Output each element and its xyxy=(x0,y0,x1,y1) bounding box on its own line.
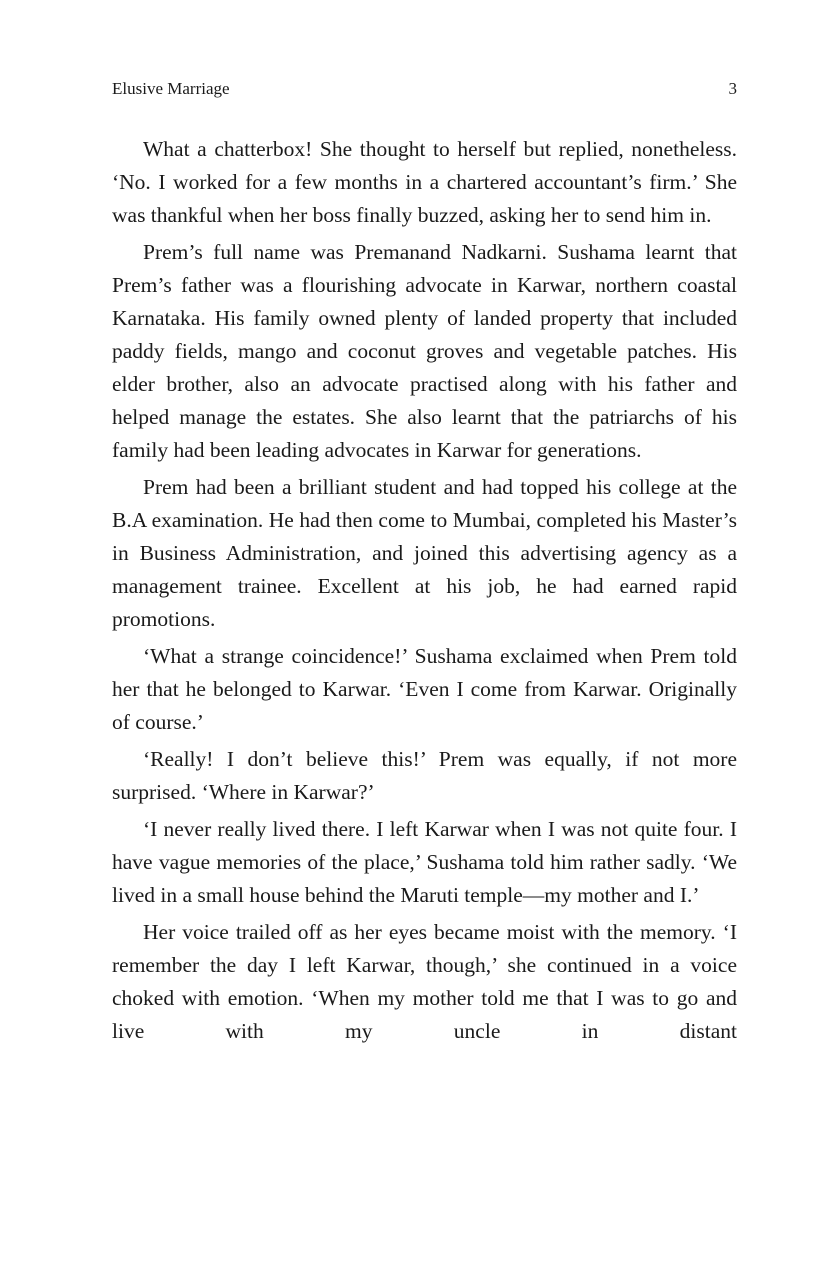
body-text xyxy=(112,133,737,1052)
paragraph: Prem had been a brilliant student and had topped his college at the B.A examination. He had then come to Mumbai, completed his Master’s in Business Administration, and joined this advertising agency as a management trainee. Excellent at his job, he had earned rapid promotions. xyxy=(112,475,737,631)
running-header xyxy=(112,77,737,101)
paragraph: ‘I never really lived there. I left Karwar when I was not quite four. I have vague memories of the place,’ Sushama told him rather sadly. ‘We lived in a small house behind the Maruti temple—my mother and I.’ xyxy=(112,817,737,907)
running-title: Elusive Marriage xyxy=(112,79,230,98)
paragraph: Prem’s full name was Premanand Nadkarni. Sushama learnt that Prem’s father was a flourishing advocate in Karwar, northern coastal Karnataka. His family owned plenty of landed property that included paddy fields, mango and coconut groves and vegetable patches. His elder brother, also an advocate practised along with his father and helped manage the estates. She also learnt that the patriarchs of his family had been leading advocates in Karwar for generations. xyxy=(112,240,737,462)
page-number: 3 xyxy=(728,79,737,98)
paragraph: What a chatterbox! She thought to herself but replied, nonetheless. ‘No. I worked for a few months in a chartered accountant’s firm.’ She was thankful when her boss finally buzzed, asking her to send him in. xyxy=(112,137,737,227)
paragraph: Her voice trailed off as her eyes became moist with the memory. ‘I remember the day I left Karwar, though,’ she continued in a voice choked with emotion. ‘When my mother told me that I was to go and live with my uncle in distant xyxy=(112,920,737,1043)
paragraph: ‘What a strange coincidence!’ Sushama exclaimed when Prem told her that he belonged to Karwar. ‘Even I come from Karwar. Originally of course.’ xyxy=(112,644,737,734)
paragraph: ‘Really! I don’t believe this!’ Prem was equally, if not more surprised. ‘Where in Karwar?’ xyxy=(112,747,737,804)
